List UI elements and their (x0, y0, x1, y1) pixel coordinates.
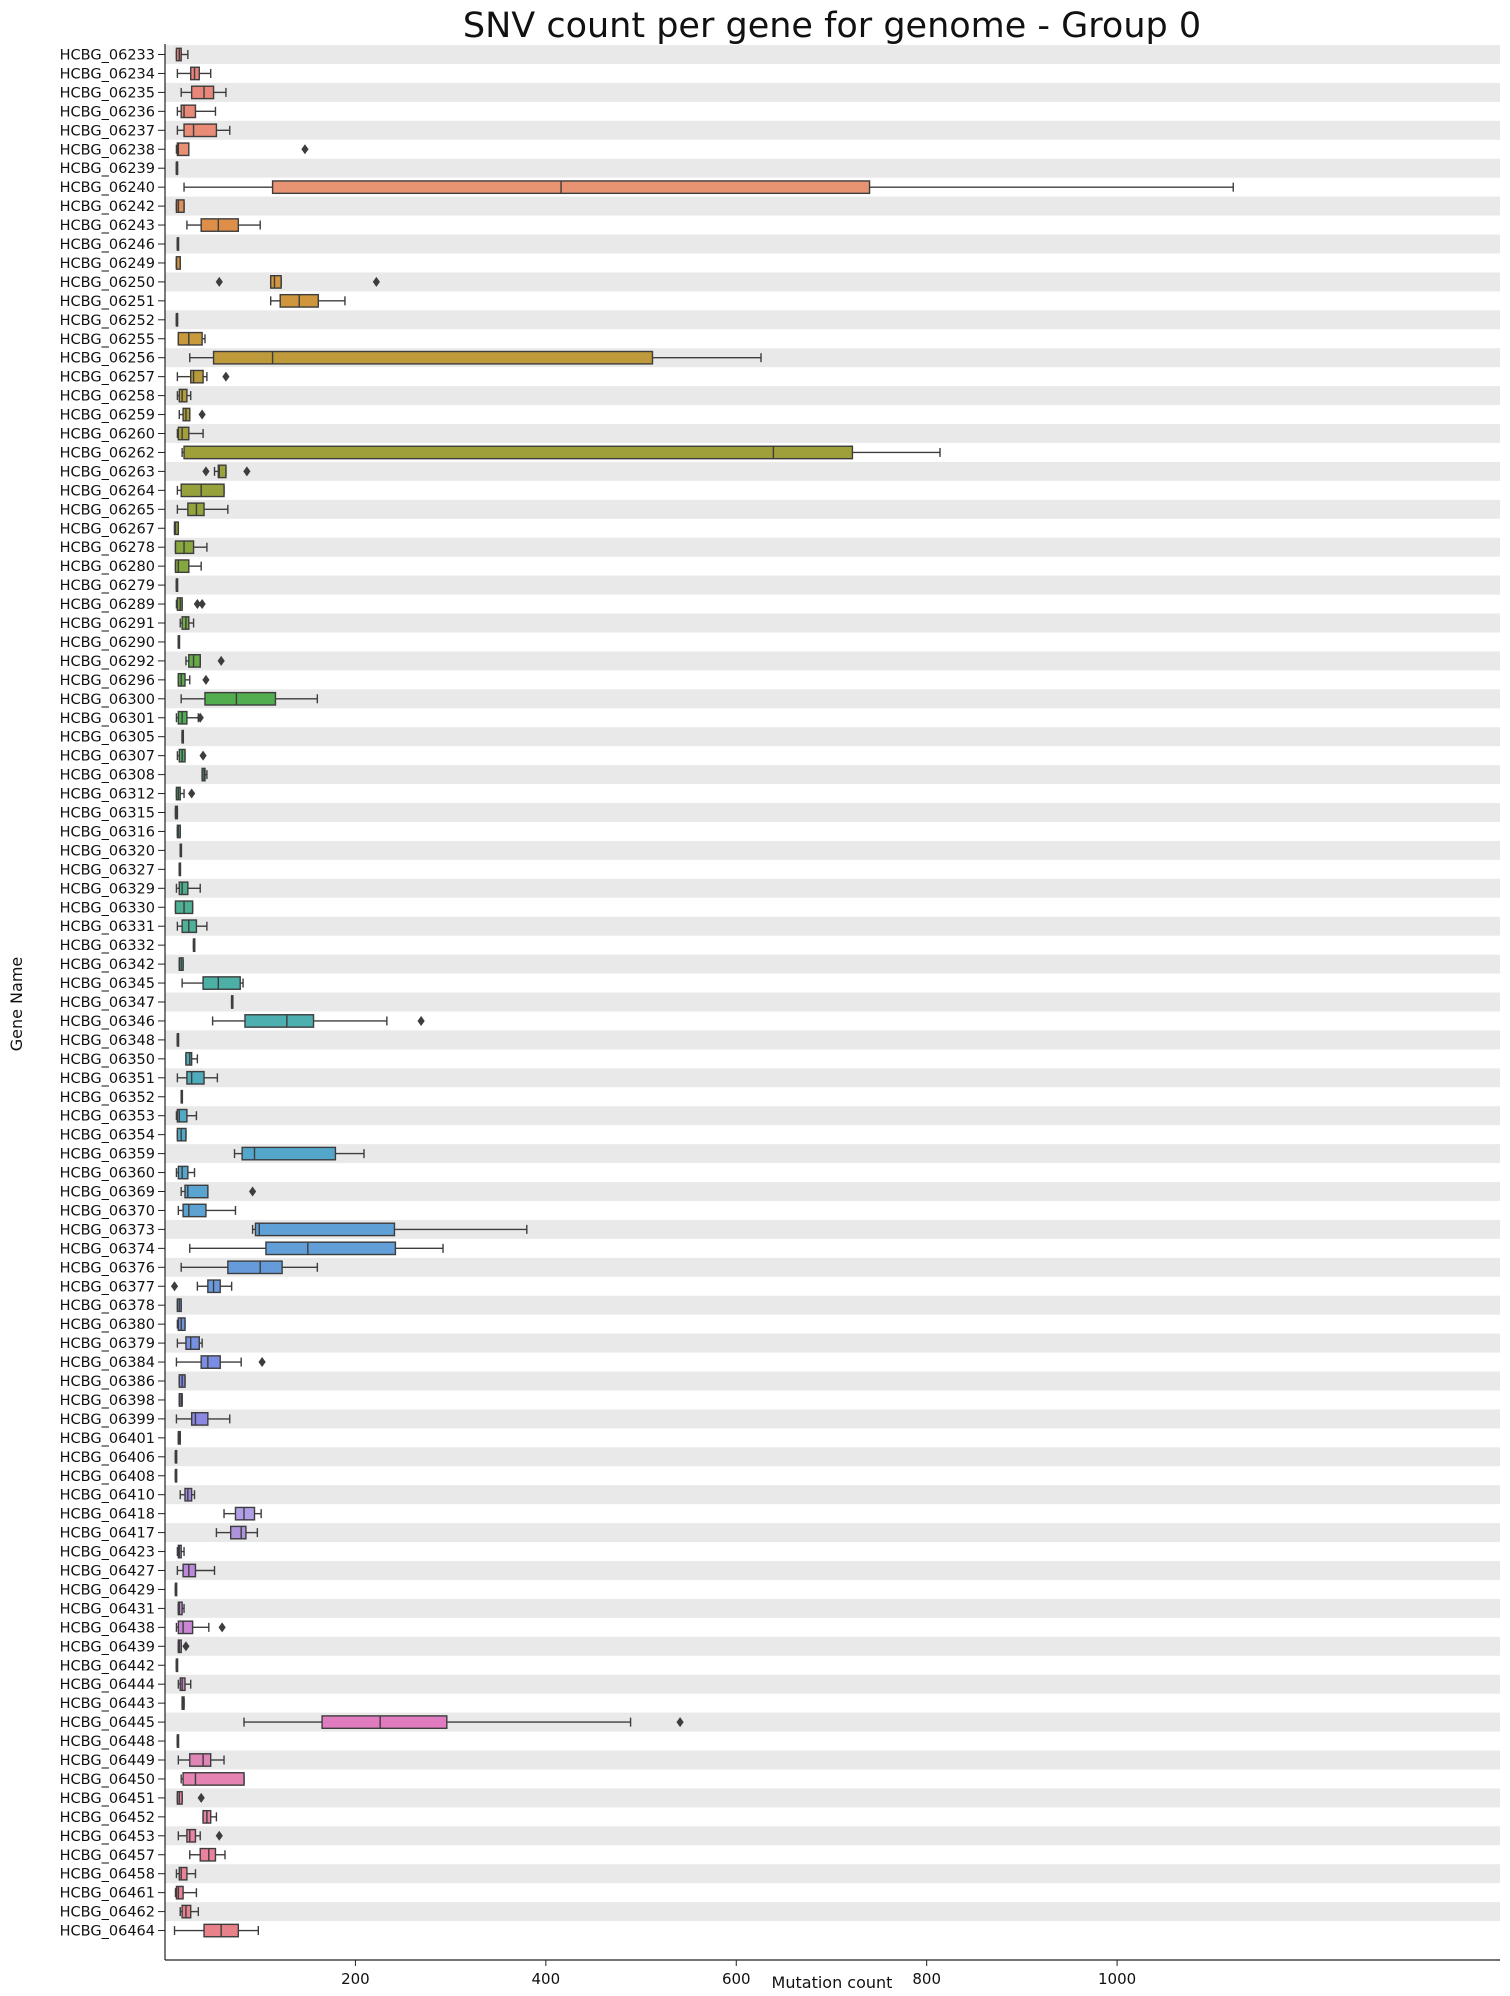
y-tick-label: HCBG_06443 (59, 1696, 155, 1713)
gene-box (175, 522, 179, 534)
y-tick-label: HCBG_06290 (59, 634, 155, 651)
y-tick-label: HCBG_06267 (59, 521, 155, 538)
gene-box (175, 560, 201, 572)
gene-box (176, 579, 177, 591)
gene-box (176, 162, 177, 174)
row-band (165, 272, 1500, 291)
y-tick-label: HCBG_06448 (59, 1734, 155, 1751)
y-tick-label: HCBG_06257 (59, 369, 155, 386)
row-band (165, 1561, 1500, 1580)
gene-box (178, 674, 209, 686)
row-band (165, 45, 1500, 64)
y-tick-label: HCBG_06462 (59, 1904, 155, 1921)
y-tick-label: HCBG_06262 (59, 445, 155, 462)
row-band (165, 386, 1500, 405)
iqr-box (184, 124, 216, 136)
row-band (165, 1523, 1500, 1542)
row-band (165, 576, 1500, 595)
row-band (165, 1599, 1500, 1618)
y-tick-label: HCBG_06457 (59, 1847, 155, 1864)
gene-box (175, 1451, 176, 1463)
y-tick-label: HCBG_06327 (59, 862, 155, 879)
y-tick-label: HCBG_06458 (59, 1866, 155, 1883)
gene-box (176, 712, 203, 724)
y-tick-label: HCBG_06347 (59, 995, 155, 1011)
y-tick-label: HCBG_06370 (59, 1203, 155, 1220)
gene-box (179, 1394, 182, 1406)
y-tick-label: HCBG_06449 (59, 1753, 155, 1769)
y-tick-label: HCBG_06280 (59, 559, 155, 576)
y-tick-label: HCBG_06452 (59, 1809, 155, 1826)
iqr-box (177, 143, 188, 155)
row-band (165, 538, 1500, 557)
outlier-point (219, 1622, 226, 1632)
x-tick-label: 600 (721, 1970, 751, 1988)
row-band (165, 993, 1500, 1012)
y-tick-label: HCBG_06445 (59, 1715, 155, 1732)
gene-box (177, 105, 215, 117)
outlier-point (418, 1016, 425, 1026)
row-band (165, 1144, 1500, 1163)
y-tick-label: HCBG_06408 (59, 1468, 155, 1485)
y-tick-label: HCBG_06258 (59, 388, 155, 405)
iqr-box (186, 1337, 199, 1349)
iqr-box (214, 352, 653, 364)
gene-box (190, 1242, 443, 1254)
y-tick-label: HCBG_06330 (59, 900, 155, 917)
y-tick-label: HCBG_06243 (59, 218, 155, 235)
y-tick-label: HCBG_06239 (59, 161, 155, 178)
gene-box (176, 598, 205, 610)
gene-box (180, 844, 181, 856)
y-tick-label: HCBG_06255 (59, 331, 155, 348)
gene-box (176, 1621, 225, 1633)
gene-box (203, 1811, 216, 1823)
y-tick-label: HCBG_06450 (59, 1771, 155, 1788)
y-tick-label: HCBG_06292 (59, 653, 155, 670)
y-tick-label: HCBG_06369 (59, 1184, 155, 1201)
outlier-point (199, 599, 206, 609)
row-band (165, 1258, 1500, 1277)
y-tick-label: HCBG_06377 (59, 1279, 155, 1296)
y-tick-label: HCBG_06451 (59, 1790, 155, 1807)
y-tick-label: HCBG_06386 (59, 1374, 155, 1390)
y-tick-label: HCBG_06300 (59, 691, 155, 708)
iqr-box (235, 1507, 254, 1519)
y-tick-label: HCBG_06236 (59, 104, 155, 121)
row-band (165, 803, 1500, 822)
y-tick-label: HCBG_06233 (59, 47, 155, 64)
gene-box (181, 1091, 182, 1103)
y-tick-label: HCBG_06417 (59, 1525, 155, 1542)
y-tick-label: HCBG_06380 (59, 1317, 155, 1334)
row-band (165, 841, 1500, 860)
iqr-box (175, 560, 188, 572)
x-tick-label: 200 (341, 1970, 370, 1988)
iqr-box (266, 1242, 395, 1254)
gene-box (176, 143, 308, 155)
y-tick-label: HCBG_06438 (59, 1620, 155, 1637)
y-tick-label: HCBG_06453 (59, 1828, 155, 1845)
gene-box (177, 825, 180, 837)
iqr-box (186, 1053, 192, 1065)
iqr-box (187, 1830, 196, 1842)
y-tick-label: HCBG_06259 (59, 407, 155, 424)
iqr-box (183, 1773, 244, 1785)
y-tick-label: HCBG_06401 (59, 1430, 155, 1447)
iqr-box (322, 1716, 447, 1728)
gene-box (178, 1204, 235, 1216)
gene-box (194, 939, 195, 951)
row-band (165, 1485, 1500, 1504)
gene-box (177, 484, 224, 496)
y-tick-label: HCBG_06464 (59, 1923, 155, 1940)
gene-box (177, 1545, 184, 1557)
iqr-box (203, 977, 240, 989)
iqr-box (201, 219, 238, 231)
gene-box (224, 1507, 261, 1519)
row-bands (165, 45, 1500, 1921)
y-tick-label: HCBG_06252 (59, 312, 155, 329)
iqr-box (255, 1223, 394, 1235)
row-band (165, 1030, 1500, 1049)
iqr-box (178, 1621, 192, 1633)
gene-box (186, 1053, 197, 1065)
iqr-box (176, 1886, 183, 1898)
y-tick-label: HCBG_06312 (59, 786, 155, 803)
row-band (165, 614, 1500, 633)
y-axis-tick-labels (60, 48, 165, 1940)
iqr-box (178, 333, 202, 345)
x-axis-title: Mutation count (771, 1973, 893, 1992)
row-band (165, 1637, 1500, 1656)
chart-title: SNV count per gene for genome - Group 0 (462, 6, 1202, 46)
iqr-box (245, 1015, 314, 1027)
outlier-point (188, 789, 195, 799)
iqr-box (189, 655, 200, 667)
outlier-point (171, 1281, 178, 1291)
y-tick-label: HCBG_06264 (59, 483, 155, 500)
y-tick-label: HCBG_06373 (59, 1222, 155, 1239)
y-tick-label: HCBG_06427 (59, 1563, 155, 1580)
row-band (165, 83, 1500, 102)
row-band (165, 310, 1500, 329)
iqr-box (183, 1204, 206, 1216)
gene-box (179, 958, 183, 970)
y-tick-label: HCBG_06237 (59, 123, 155, 140)
y-tick-label: HCBG_06316 (59, 824, 155, 841)
y-tick-label: HCBG_06439 (59, 1639, 155, 1656)
gene-box (178, 333, 205, 345)
gene-box (271, 295, 345, 307)
iqr-box (191, 370, 203, 382)
iqr-box (181, 484, 224, 496)
y-tick-label: HCBG_06238 (59, 142, 155, 159)
row-band (165, 1675, 1500, 1694)
row-band (165, 1826, 1500, 1845)
y-tick-label: HCBG_06442 (59, 1658, 155, 1675)
y-tick-label: HCBG_06260 (59, 426, 155, 443)
row-band (165, 955, 1500, 974)
gene-box (177, 1299, 181, 1311)
outlier-point (202, 675, 209, 685)
gene-box (181, 1773, 244, 1785)
row-band (165, 1751, 1500, 1770)
gene-box (177, 238, 178, 250)
y-tick-label: HCBG_06249 (59, 255, 155, 272)
iqr-box (190, 1754, 211, 1766)
y-tick-label: HCBG_06351 (59, 1070, 155, 1087)
iqr-box (178, 1166, 188, 1178)
iqr-box (205, 693, 275, 705)
row-band (165, 1864, 1500, 1883)
iqr-box (187, 1072, 204, 1084)
x-tick-label: 800 (912, 1970, 942, 1988)
y-tick-label: HCBG_06329 (59, 881, 155, 898)
iqr-box (192, 86, 214, 98)
gene-box (213, 1015, 425, 1027)
x-tick-label: 400 (531, 1970, 561, 1988)
y-tick-label: HCBG_06246 (59, 237, 155, 253)
outlier-point (199, 410, 206, 420)
gene-box (176, 257, 180, 269)
iqr-box (176, 200, 184, 212)
y-tick-label: HCBG_06444 (59, 1677, 155, 1694)
y-tick-label: HCBG_06346 (59, 1013, 155, 1030)
y-tick-label: HCBG_06418 (59, 1506, 155, 1523)
gene-box (177, 1128, 186, 1140)
row-band (165, 1106, 1500, 1125)
gene-box (178, 636, 179, 648)
y-tick-label: HCBG_06240 (59, 180, 155, 197)
gene-box (177, 1034, 178, 1046)
outlier-point (199, 751, 206, 761)
y-tick-label: HCBG_06345 (59, 976, 155, 993)
gene-box (177, 67, 210, 79)
gene-box (177, 370, 229, 382)
iqr-box (231, 1526, 246, 1538)
gene-box (182, 731, 183, 743)
row-band (165, 917, 1500, 936)
y-tick-label: HCBG_06384 (59, 1355, 155, 1372)
gene-box (177, 749, 206, 761)
row-band (165, 424, 1500, 443)
y-tick-label: HCBG_06352 (59, 1089, 155, 1106)
row-band (165, 462, 1500, 481)
outlier-point (301, 144, 308, 154)
gene-box (176, 787, 195, 799)
y-tick-label: HCBG_06429 (59, 1582, 155, 1599)
row-band (165, 500, 1500, 519)
iqr-box (228, 1261, 282, 1273)
row-band (165, 159, 1500, 178)
row-band (165, 1068, 1500, 1087)
row-band (165, 1788, 1500, 1807)
row-band (165, 1372, 1500, 1391)
y-tick-label: HCBG_06234 (59, 66, 155, 83)
y-tick-label: HCBG_06265 (59, 502, 155, 519)
y-tick-label: HCBG_06398 (59, 1392, 155, 1409)
y-tick-label: HCBG_06378 (59, 1298, 155, 1315)
iqr-box (181, 105, 195, 117)
y-tick-label: HCBG_06353 (59, 1108, 155, 1125)
y-tick-label: HCBG_06251 (59, 293, 155, 310)
y-tick-label: HCBG_06308 (59, 767, 155, 784)
x-tick-label: 1000 (1098, 1970, 1137, 1988)
gene-box (187, 219, 260, 231)
row-band (165, 235, 1500, 254)
iqr-box (192, 1413, 208, 1425)
row-band (165, 651, 1500, 670)
row-band (165, 1447, 1500, 1466)
row-band (165, 121, 1500, 140)
gene-box (175, 806, 177, 818)
iqr-box (178, 427, 188, 439)
y-tick-label: HCBG_06256 (59, 350, 155, 367)
y-tick-label: HCBG_06296 (59, 672, 155, 689)
row-band (165, 1334, 1500, 1353)
gene-box (178, 1432, 180, 1444)
row-band (165, 1409, 1500, 1428)
gene-box (176, 1659, 177, 1671)
y-tick-label: HCBG_06379 (59, 1336, 155, 1353)
y-tick-label: HCBG_06331 (59, 919, 155, 936)
gene-box (179, 1375, 185, 1387)
gene-box (190, 1849, 225, 1861)
iqr-box (184, 446, 852, 458)
gene-box (176, 314, 177, 326)
row-band (165, 197, 1500, 216)
gene-box (179, 863, 180, 875)
y-tick-label: HCBG_06376 (59, 1260, 155, 1277)
iqr-box (201, 1356, 220, 1368)
gene-box (182, 977, 243, 989)
row-band (165, 689, 1500, 708)
y-tick-label: HCBG_06359 (59, 1146, 155, 1163)
y-tick-label: HCBG_06354 (59, 1127, 155, 1144)
y-tick-label: HCBG_06301 (59, 710, 155, 727)
y-tick-label: HCBG_06423 (59, 1544, 155, 1561)
y-tick-label: HCBG_06305 (59, 729, 155, 746)
gene-box (179, 408, 205, 420)
y-tick-label: HCBG_06235 (59, 85, 155, 102)
y-tick-label: HCBG_06320 (59, 843, 155, 860)
y-tick-label: HCBG_06360 (59, 1165, 155, 1182)
y-tick-label: HCBG_06461 (59, 1885, 155, 1902)
gene-box (175, 901, 192, 913)
y-tick-label: HCBG_06342 (59, 957, 155, 974)
row-band (165, 1296, 1500, 1315)
y-tick-label: HCBG_06289 (59, 597, 155, 614)
y-tick-label: HCBG_06291 (59, 616, 155, 632)
y-tick-label: HCBG_06307 (59, 748, 155, 765)
gene-box (177, 1318, 185, 1330)
y-tick-label: HCBG_06399 (59, 1411, 155, 1428)
iqr-box (179, 882, 188, 894)
gene-box (182, 446, 940, 458)
gene-box (177, 1735, 178, 1747)
iqr-box (273, 181, 870, 193)
gene-box (184, 181, 1233, 193)
y-tick-label: HCBG_06250 (59, 274, 155, 291)
gene-box (176, 200, 184, 212)
gene-box (176, 1356, 265, 1368)
row-band (165, 879, 1500, 898)
y-tick-label: HCBG_06263 (59, 464, 155, 481)
y-tick-label: HCBG_06332 (59, 938, 155, 955)
gene-box (176, 1166, 194, 1178)
y-tick-label: HCBG_06374 (59, 1241, 155, 1258)
y-tick-label: HCBG_06278 (59, 540, 155, 557)
y-tick-label: HCBG_06242 (59, 199, 155, 216)
iqr-box (242, 1147, 335, 1159)
y-tick-label: HCBG_06348 (59, 1032, 155, 1049)
iqr-box (179, 389, 187, 401)
iqr-box (271, 276, 281, 288)
y-tick-label: HCBG_06279 (59, 578, 155, 595)
gene-box (171, 1280, 232, 1292)
iqr-box (179, 1868, 187, 1880)
iqr-box (200, 1849, 215, 1861)
y-tick-label: HCBG_06410 (59, 1487, 155, 1504)
gene-box (182, 1697, 184, 1709)
outlier-point (222, 372, 229, 382)
y-tick-label: HCBG_06406 (59, 1449, 155, 1466)
outlier-point (259, 1357, 266, 1367)
gene-box (175, 1470, 176, 1482)
row-band (165, 1182, 1500, 1201)
y-tick-label: HCBG_06350 (59, 1051, 155, 1068)
row-band (165, 1902, 1500, 1921)
row-band (165, 727, 1500, 746)
y-tick-label: HCBG_06315 (59, 805, 155, 822)
y-axis-title: Gene Name (7, 956, 26, 1052)
gene-box (175, 1583, 176, 1595)
gene-box (175, 1924, 259, 1936)
gene-box (175, 1886, 196, 1898)
y-tick-label: HCBG_06431 (59, 1601, 155, 1618)
x-axis-ticks (341, 1960, 1136, 1988)
row-band (165, 765, 1500, 784)
gene-box (232, 996, 233, 1008)
